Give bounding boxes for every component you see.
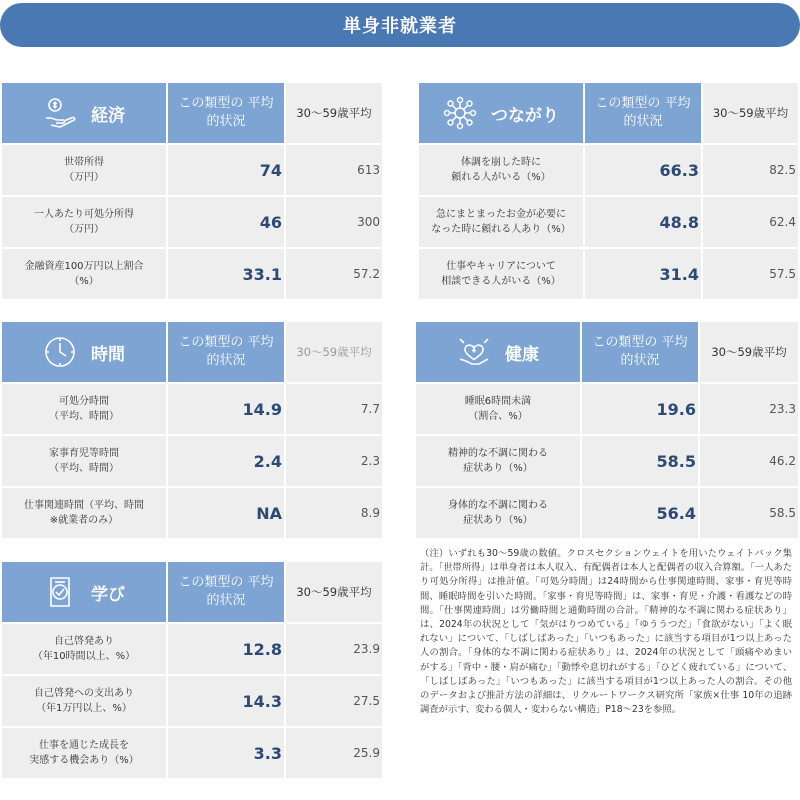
- avg-value: 23.3: [700, 384, 798, 434]
- category-label: 経済: [91, 105, 125, 126]
- row-label: 家事育児等時間 （平均、時間）: [2, 436, 166, 486]
- type-avg-header: この類型の 平均的状況: [168, 562, 284, 622]
- type-avg-header: この類型の 平均的状況: [168, 322, 284, 382]
- avg-value: 58.5: [700, 488, 798, 538]
- health-heart-icon: [457, 335, 491, 369]
- panel-header: [2, 562, 382, 622]
- avg-value: 27.5: [286, 676, 382, 726]
- page-title: 単身非就業者: [0, 3, 800, 47]
- table-row: [2, 436, 382, 486]
- avg-value: 57.5: [703, 249, 798, 299]
- avg-value: 25.9: [286, 728, 382, 778]
- panel-header: [416, 322, 798, 382]
- avg-value: 62.4: [703, 197, 798, 247]
- table-row: [2, 145, 382, 195]
- type-value: 14.9: [168, 384, 284, 434]
- table-row: [2, 624, 382, 674]
- type-value: 19.6: [582, 384, 698, 434]
- row-label: 自己啓発への支出あり （年1万円以上、%）: [2, 676, 166, 726]
- table-row: [419, 249, 798, 299]
- overall-avg-header: 30～59歳平均: [703, 83, 798, 143]
- avg-value: 82.5: [703, 145, 798, 195]
- type-value: 3.3: [168, 728, 284, 778]
- category-header: [419, 83, 583, 143]
- type-value: 12.8: [168, 624, 284, 674]
- table-row: [2, 676, 382, 726]
- table-row: [416, 436, 798, 486]
- category-header: [2, 562, 166, 622]
- type-value: 66.3: [585, 145, 701, 195]
- table-row: [419, 197, 798, 247]
- certificate-icon: [43, 575, 77, 609]
- category-label: つながり: [491, 105, 559, 126]
- clock-icon: [43, 335, 77, 369]
- table-row: [2, 197, 382, 247]
- panel-economy: [2, 83, 382, 301]
- category-header: [416, 322, 580, 382]
- avg-value: 300: [286, 197, 382, 247]
- row-label: 自己啓発あり （年10時間以上、%）: [2, 624, 166, 674]
- row-label: 可処分時間 （平均、時間）: [2, 384, 166, 434]
- type-value: 46: [168, 197, 284, 247]
- type-avg-header: この類型の 平均的状況: [582, 322, 698, 382]
- panel-header: [419, 83, 798, 143]
- category-label: 健康: [505, 344, 539, 365]
- type-value: 58.5: [582, 436, 698, 486]
- row-label: 睡眠6時間未満 （割合、%）: [416, 384, 580, 434]
- table-row: [416, 384, 798, 434]
- type-avg-header: この類型の 平均的状況: [585, 83, 701, 143]
- type-value: 33.1: [168, 249, 284, 299]
- panel-connection: [419, 83, 798, 301]
- money-hand-icon: [43, 96, 77, 130]
- table-row: [419, 145, 798, 195]
- footnote: （注）いずれも30～59歳の数値。クロスセクションウェイトを用いたウェイトバック集計。「世帯所得」は単身者は本人収入、有配偶者は本人と配偶者の収入合算額。「一人あたり可処分所得」は推計値。「可処分時間」は24時間から仕事関連時間、家事・育児等時間、睡眠時間を引いた時間。「家事・育児等時間」は、家事・育児・介護・看護などの時間。「仕事関連時間」は労働時間と通勤時間の合計。「精神的な不調に関わる症状あり」は、2024年の状況として「気がはりつめている」「ゆううつだ」「食欲がない」「よく眠れない」について、「しばしばあった」「いつもあった」に該当する項目が1つ以上あった人の割合。「身体的な不調に関わる症状あり」は、2024年の状況として「頭痛やめまいがする」「背中・腰・肩が痛む」「動悸や息切れがする」「ひどく疲れている」について、「しばしばあった」「いつもあった」に該当する項目が1つ以上あった人の割合。その他のデータおよび推計方法の詳細は、リクルートワークス研究所「家族×仕事 10年の追跡調査が示す、変わる個人・変わらない構造」P18～23を参照。: [420, 548, 792, 716]
- avg-value: 57.2: [286, 249, 382, 299]
- row-label: 体調を崩した時に 頼れる人がいる（%）: [419, 145, 583, 195]
- avg-value: 23.9: [286, 624, 382, 674]
- type-value: 56.4: [582, 488, 698, 538]
- panel-time: [2, 322, 382, 540]
- row-label: 金融資産100万円以上割合 （%）: [2, 249, 166, 299]
- overall-avg-header: 30～59歳平均: [286, 322, 382, 382]
- avg-value: 8.9: [286, 488, 382, 538]
- row-label: 世帯所得 （万円）: [2, 145, 166, 195]
- type-value: NA: [168, 488, 284, 538]
- row-label: 精神的な不調に関わる 症状あり（%）: [416, 436, 580, 486]
- panel-header: [2, 322, 382, 382]
- row-label: 仕事やキャリアについて 相談できる人がいる（%）: [419, 249, 583, 299]
- panel-learning: [2, 562, 382, 780]
- table-row: [416, 488, 798, 538]
- panel-header: [2, 83, 382, 143]
- table-row: [2, 249, 382, 299]
- row-label: 一人あたり可処分所得 （万円）: [2, 197, 166, 247]
- type-value: 2.4: [168, 436, 284, 486]
- category-label: 時間: [91, 344, 125, 365]
- type-value: 74: [168, 145, 284, 195]
- row-label: 急にまとまったお金が必要に なった時に頼れる人あり（%）: [419, 197, 583, 247]
- panel-health: [416, 322, 798, 540]
- avg-value: 46.2: [700, 436, 798, 486]
- overall-avg-header: 30～59歳平均: [286, 83, 382, 143]
- table-row: [2, 488, 382, 538]
- row-label: 仕事を通じた成長を 実感する機会あり（%）: [2, 728, 166, 778]
- network-icon: [443, 96, 477, 130]
- avg-value: 2.3: [286, 436, 382, 486]
- overall-avg-header: 30～59歳平均: [286, 562, 382, 622]
- row-label: 仕事関連時間（平均、時間 ※就業者のみ）: [2, 488, 166, 538]
- avg-value: 613: [286, 145, 382, 195]
- category-header: [2, 83, 166, 143]
- type-value: 31.4: [585, 249, 701, 299]
- table-row: [2, 384, 382, 434]
- avg-value: 7.7: [286, 384, 382, 434]
- row-label: 身体的な不調に関わる 症状あり（%）: [416, 488, 580, 538]
- category-header: [2, 322, 166, 382]
- overall-avg-header: 30～59歳平均: [700, 322, 798, 382]
- table-row: [2, 728, 382, 778]
- category-label: 学び: [91, 584, 125, 605]
- type-value: 48.8: [585, 197, 701, 247]
- type-avg-header: この類型の 平均的状況: [168, 83, 284, 143]
- type-value: 14.3: [168, 676, 284, 726]
